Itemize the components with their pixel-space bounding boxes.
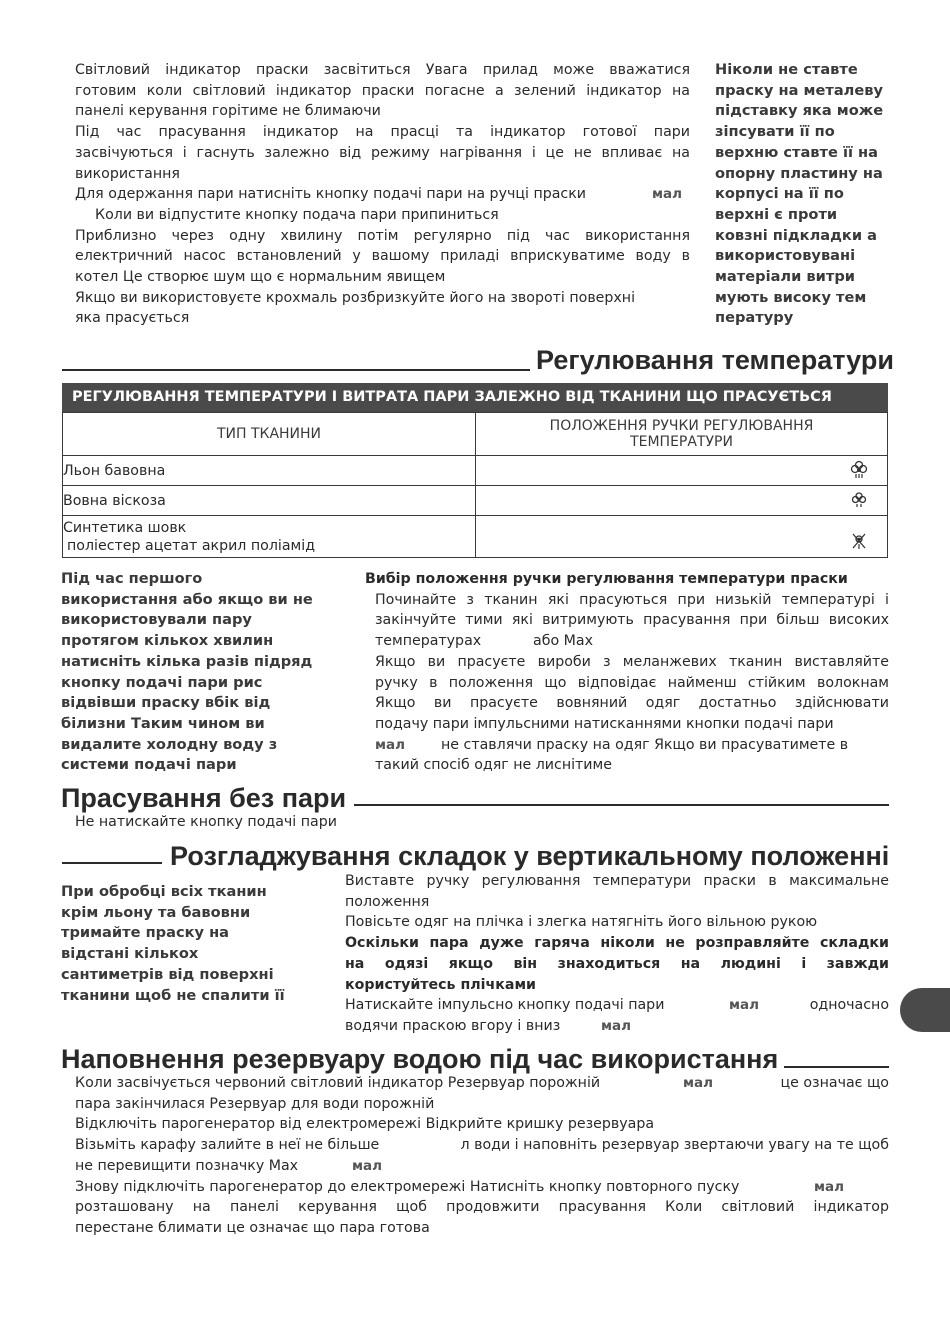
fabric-cell: Льон бавовна: [63, 456, 476, 486]
side-note-line: ковзні підкладки а: [715, 226, 877, 244]
side-note-line: тримайте праску на: [61, 924, 230, 942]
no-steam-text: Не натискайте кнопку подачі пари: [75, 814, 337, 830]
side-note-line: матеріали витри: [715, 268, 856, 286]
text-line: Натискайте імпульсно кнопку подачі пари мал одночасно: [345, 995, 889, 1016]
heading-rule: [62, 862, 162, 864]
text-line: Якщо ви прасуєте вовняний одяг достатньо здійснювати: [375, 695, 889, 712]
fabric-cell: Вовна віскоза: [63, 486, 476, 516]
section-heading-no-steam: Прасування без пари: [61, 783, 347, 813]
intro-text: [75, 60, 690, 329]
text-line: користуйтесь плічками: [345, 976, 536, 993]
refill-text: [75, 1073, 889, 1239]
text-line: такий спосіб одяг не лиснітиме: [375, 757, 612, 774]
side-note-line: відстані кількох: [61, 945, 199, 963]
side-note-line: використовували пару: [61, 611, 252, 629]
side-note-line: Під час першого: [61, 570, 203, 587]
side-note-line: Ніколи не ставте: [715, 61, 858, 78]
text-line: на одязі якщо він знаходиться на людині і завжди: [345, 955, 889, 972]
temperature-table: [62, 383, 888, 558]
text-line: Починайте з тканин які прасуються при низькій температурі і: [375, 591, 889, 608]
section-heading-temperature: Регулювання температури: [536, 345, 894, 375]
figure-reference: мал: [652, 186, 683, 203]
side-note-line: використовувані: [715, 247, 856, 265]
setting-cell: [476, 456, 888, 486]
text-line: водячи праскою вгору і вниз мал: [345, 1016, 889, 1037]
text-line: Якщо ви прасуєте вироби з меланжевих тканин виставляйте: [375, 653, 889, 670]
text-line: засвічуються і гаснуть залежно від режиму нагрівання і це не впливає на: [75, 144, 690, 161]
text-line: яка прасується: [75, 310, 190, 327]
figure-reference: мал: [352, 1157, 383, 1174]
text-line: Оскільки пара дуже гаряча ніколи не розправляйте складки: [345, 935, 889, 952]
column-header-setting: ПОЛОЖЕННЯ РУЧКИ РЕГУЛЮВАННЯ ТЕМПЕРАТУРИ: [476, 413, 888, 456]
steam-max-icon: [849, 459, 869, 479]
side-note-line: верхні є проти: [715, 205, 838, 223]
text-line: Коли ви відпустите кнопку подача пари припиниться: [95, 206, 499, 223]
figure-reference: мал: [601, 1017, 632, 1034]
text-line: Приблизно через одну хвилину потім регулярно під час використання: [75, 227, 690, 244]
heading-rule: [62, 369, 530, 371]
text-line: пара закінчилася Резервуар для води порожній: [75, 1095, 435, 1112]
side-note-line: видалите холодну воду з: [61, 735, 278, 753]
text-line: Якщо ви використовуєте крохмаль розбризкуйте його на звороті поверхні: [75, 289, 636, 306]
table-row: [63, 486, 888, 516]
text-line: котел Це створює шум що є нормальним явищем: [75, 269, 446, 286]
text-line: положення: [345, 893, 430, 910]
side-note-line: сантиметрів від поверхні: [61, 965, 274, 983]
side-note-first-use: [61, 569, 331, 776]
side-note-line: використання або якщо ви не: [61, 590, 313, 608]
heading-rule: [354, 804, 889, 806]
page-tab-marker: [900, 988, 950, 1032]
no-steam-icon: [849, 531, 869, 551]
side-note-warning: [715, 60, 895, 329]
text-line: ручку в положення що відповідає найменш стійким волокнам: [375, 674, 889, 691]
side-note-line: праску на металеву: [715, 81, 884, 99]
text-line: температурах або Max: [375, 633, 593, 650]
side-note-line: білизни Таким чином ви: [61, 714, 265, 732]
subheading: Вибір положення ручки регулювання температури праски: [365, 571, 848, 587]
side-note-line: відвівши праску вбік від: [61, 694, 271, 712]
figure-reference: мал: [814, 1178, 845, 1195]
text-line: Під час прасування індикатор на прасці та індикатор готової пари: [75, 124, 690, 141]
text-line: електричний насос встановлений у вашому приладі вприскуватиме воду в: [75, 248, 690, 265]
setting-cell: [476, 486, 888, 516]
side-note-line: корпусі на її по: [715, 185, 844, 203]
text-line: Повісьте одяг на плічка і злегка натягніть його вільною рукою: [345, 914, 818, 931]
text-line: мал не ставлячи праску на одяг Якщо ви прасуватимете в: [375, 736, 849, 753]
side-note-line: пературу: [715, 309, 794, 327]
text-line: готовим коли світловий індикатор праски погасне а зелений індикатор на: [75, 82, 690, 99]
text-line: подачу пари імпульсними натисканнями кнопки подачі пари: [375, 715, 834, 732]
setting-cell: [476, 516, 888, 558]
text-line: розташовану на панелі керування щоб продовжити прасування Коли світловий індикатор: [75, 1199, 889, 1216]
temperature-choice-text: [365, 569, 889, 776]
side-note-line: зіпсувати її по: [715, 123, 835, 141]
side-note-line: системи подачі пари: [61, 756, 237, 774]
heading-rule: [784, 1066, 889, 1068]
text-line: Візьміть карафу залийте в неї не більше л води і наповніть резервуар звертаючи увагу на те щоб: [75, 1137, 889, 1154]
side-note-line: натисніть кілька разів підряд: [61, 652, 313, 670]
table-row: [63, 456, 888, 486]
fabric-cell: Синтетика шовк поліестер ацетат акрил поліамід: [63, 516, 476, 558]
text-line: Відключіть парогенератор від електромережі Відкрийте кришку резервуара: [75, 1116, 655, 1133]
section-heading-refill: Наповнення резервуару водою під час використання: [61, 1044, 779, 1074]
text-line: Для одержання пари натисніть кнопку подачі пари на ручці праски мал: [75, 184, 690, 205]
side-note-distance: [61, 882, 331, 1006]
side-note-line: протягом кількох хвилин: [61, 632, 274, 650]
text-line: Коли засвічується червоний світловий індикатор Резервуар порожній мал це означає що: [75, 1073, 889, 1094]
side-note-line: опорну пластину на: [715, 164, 883, 182]
text-line: використання: [75, 165, 180, 182]
column-header-fabric: ТИП ТКАНИНИ: [63, 413, 476, 456]
figure-reference: мал: [729, 997, 760, 1014]
text-line: Світловий індикатор праски засвітиться Увага прилад може вважатися: [75, 62, 690, 78]
vertical-steaming-text: [345, 871, 889, 1037]
text-line: панелі керування горітиме не блимаючи: [75, 103, 381, 120]
figure-reference: мал: [375, 736, 406, 753]
side-note-line: верхню ставте її на: [715, 143, 878, 161]
side-note-line: тканини щоб не спалити її: [61, 986, 285, 1004]
figure-reference: мал: [683, 1075, 714, 1091]
steam-medium-icon: [849, 489, 869, 509]
text-line: не перевищити позначку Max мал: [75, 1156, 889, 1177]
table-title: РЕГУЛЮВАННЯ ТЕМПЕРАТУРИ І ВИТРАТА ПАРИ ЗАЛЕЖНО ВІД ТКАНИНИ ЩО ПРАСУЄТЬСЯ: [62, 383, 888, 412]
side-note-line: кнопку подачі пари рис: [61, 673, 263, 691]
section-heading-vertical: Розгладжування складок у вертикальному положенні: [170, 841, 890, 871]
side-note-line: мують високу тем: [715, 288, 867, 306]
side-note-line: крім льону та бавовни: [61, 903, 251, 921]
side-note-line: підставку яка може: [715, 102, 884, 120]
table-row: [63, 516, 888, 558]
side-note-line: При обробці всіх тканин: [61, 883, 267, 900]
text-line: Виставте ручку регулювання температури праски в максимальне: [345, 873, 889, 889]
text-line: перестане блимати це означає що пара готова: [75, 1219, 430, 1236]
text-line: закінчуйте тими які витримують прасування при більш високих: [375, 612, 889, 629]
text-line: Знову підключіть парогенератор до електромережі Натисніть кнопку повторного пуску мал: [75, 1177, 889, 1198]
